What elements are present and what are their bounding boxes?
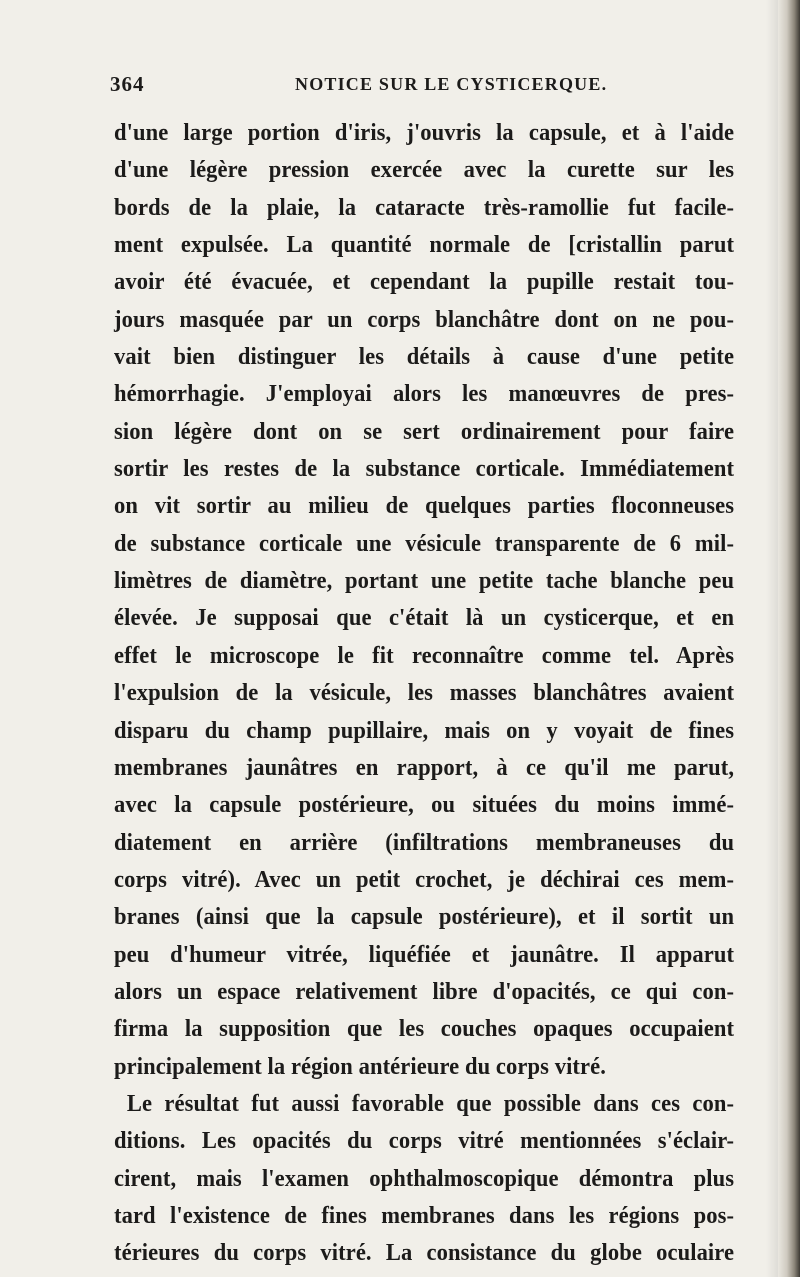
text-line: effet le microscope le fit reconnaître comme tel. Après bbox=[114, 641, 735, 669]
text-line: vait bien distinguer les détails à cause d'une petite bbox=[114, 343, 735, 371]
text-line: d'une large portion d'iris, j'ouvris la capsule, et à l'aide bbox=[114, 119, 735, 146]
text-line: bords de la plaie, la cataracte très-ramollie fut facile- bbox=[114, 193, 735, 221]
text-line: d'une légère pression exercée avec la curette sur les bbox=[114, 156, 735, 184]
text-line: Le résultat fut aussi favorable que possible dans ces con- bbox=[126, 1089, 735, 1117]
text-line: ment expulsée. La quantité normale de [cristallin parut bbox=[114, 231, 735, 259]
text-line: l'expulsion de la vésicule, les masses blanchâtres avaient bbox=[114, 679, 735, 707]
text-line: cirent, mais l'examen ophthalmoscopique démontra plus bbox=[114, 1164, 735, 1192]
text-line: disparu du champ pupillaire, mais on y voyait de fines bbox=[114, 716, 735, 744]
text-line: branes (ainsi que la capsule postérieure), et il sortit un bbox=[114, 903, 735, 931]
text-line: ditions. Les opacités du corps vitré mentionnées s'éclair- bbox=[114, 1127, 735, 1155]
text-line: membranes jaunâtres en rapport, à ce qu'il me parut, bbox=[114, 753, 735, 781]
text-line: principalement la région antérieure du corps vitré. bbox=[114, 1052, 606, 1080]
text-line: élevée. Je supposai que c'était là un cysticerque, et en bbox=[114, 604, 735, 632]
text-line: hémorrhagie. J'employai alors les manœuvres de pres- bbox=[114, 380, 735, 408]
text-line: sortir les restes de la substance corticale. Immédiatement bbox=[114, 455, 735, 483]
text-line: sion légère dont on se sert ordinairement pour faire bbox=[114, 417, 735, 445]
text-line: de substance corticale une vésicule transparente de 6 mil- bbox=[114, 529, 735, 557]
text-line: tard l'existence de fines membranes dans les régions pos- bbox=[114, 1201, 735, 1229]
text-line: peu d'humeur vitrée, liquéfiée et jaunâtre. Il apparut bbox=[114, 940, 735, 968]
text-line: diatement en arrière (infiltrations membraneuses du bbox=[114, 828, 735, 856]
paragraph-1 bbox=[114, 114, 734, 1085]
page-gutter-shadow bbox=[766, 0, 778, 1277]
text-line: on vit sortir au milieu de quelques parties floconneuses bbox=[114, 492, 735, 520]
paragraph-2 bbox=[114, 1085, 734, 1272]
text-line: firma la supposition que les couches opaques occupaient bbox=[114, 1015, 735, 1043]
body-text bbox=[114, 114, 734, 1272]
text-line: avec la capsule postérieure, ou situées du moins immé- bbox=[114, 791, 735, 819]
book-page-edge bbox=[778, 0, 800, 1277]
text-line: jours masquée par un corps blanchâtre dont on ne pou- bbox=[114, 305, 735, 333]
text-line: limètres de diamètre, portant une petite tache blanche peu bbox=[114, 567, 735, 595]
page-number: 364 bbox=[110, 72, 145, 96]
page-header bbox=[110, 72, 730, 102]
text-line: avoir été évacuée, et cependant la pupille restait tou- bbox=[114, 268, 735, 296]
running-title: NOTICE SUR LE CYSTICERQUE. bbox=[295, 74, 608, 94]
text-line: corps vitré). Avec un petit crochet, je déchirai ces mem- bbox=[114, 865, 735, 893]
text-line: térieures du corps vitré. La consistance du globe oculaire bbox=[114, 1239, 735, 1267]
text-line: alors un espace relativement libre d'opacités, ce qui con- bbox=[114, 977, 735, 1005]
